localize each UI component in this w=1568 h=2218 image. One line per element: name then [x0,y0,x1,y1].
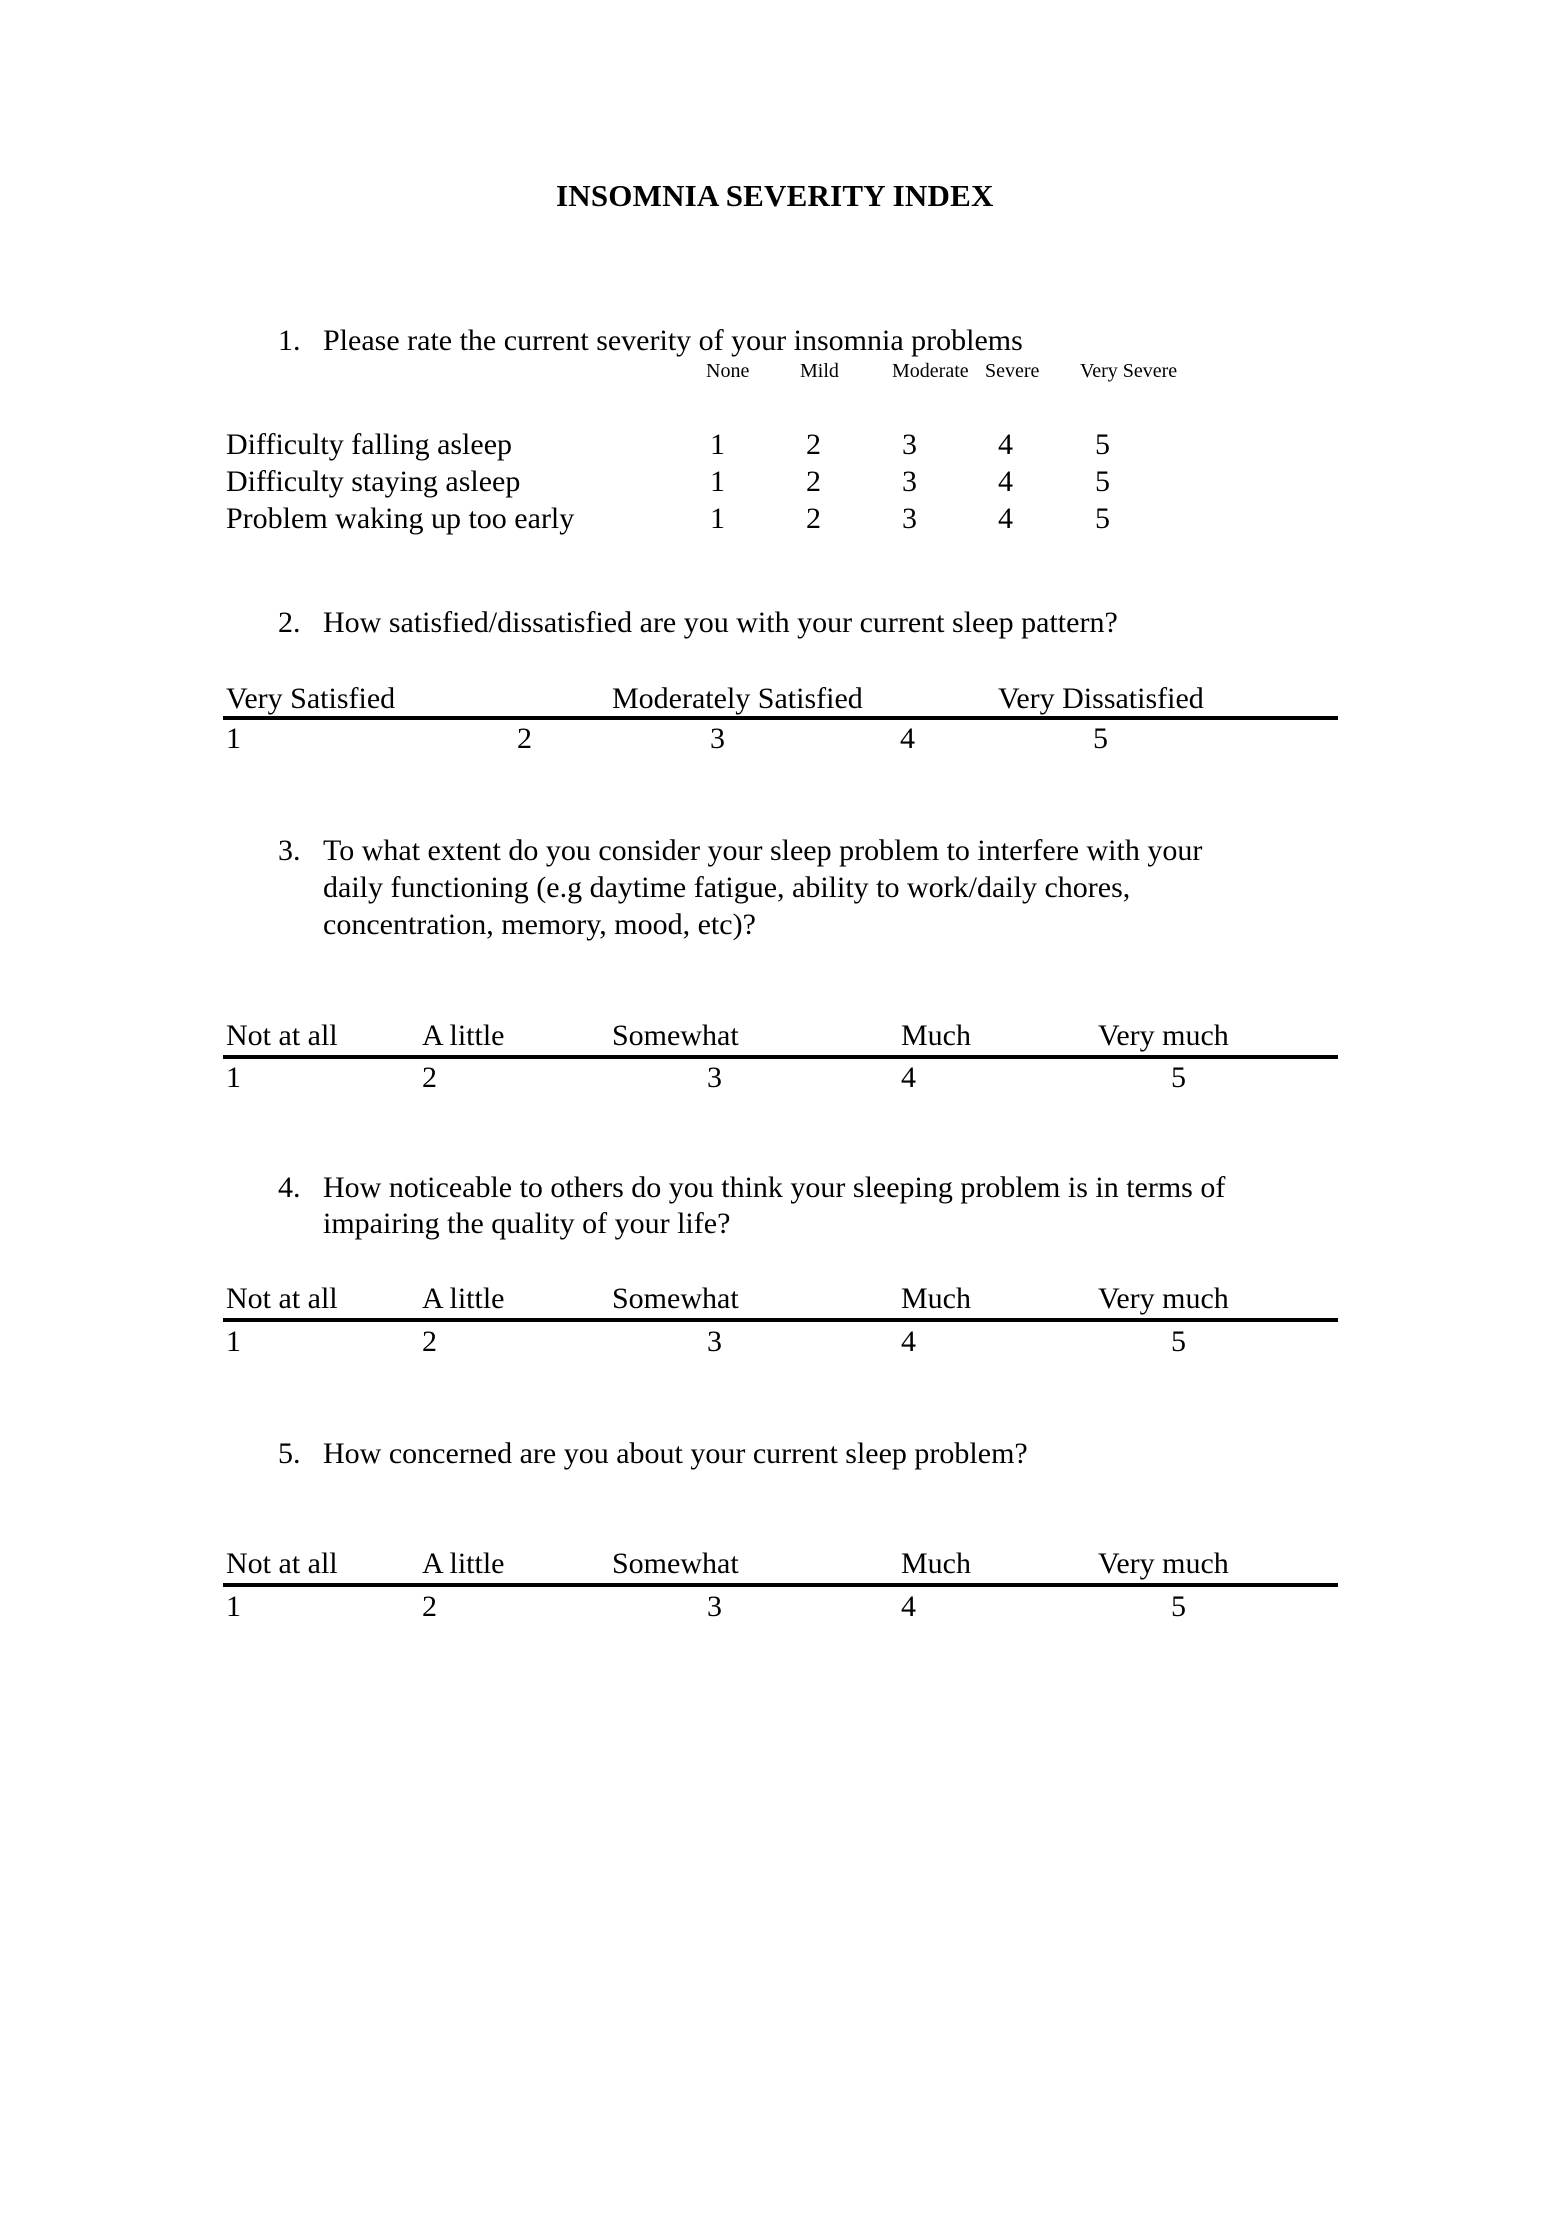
question-1-text: Please rate the current severity of your insomnia problems [323,324,1023,357]
anchor-not-at-all: Not at all [226,1282,338,1315]
scale-rule [223,1318,1338,1322]
rating-option-5[interactable]: 5 [1171,1325,1186,1358]
question-4-text-line-2: impairing the quality of your life? [323,1207,731,1240]
scale-rule [223,716,1338,720]
anchor-much: Much [901,1547,971,1580]
question-2-number: 2. [278,606,301,639]
rating-option-1[interactable]: 1 [710,428,725,461]
row-label: Problem waking up too early [226,502,575,535]
anchor-much: Much [901,1019,971,1052]
rating-option-1[interactable]: 1 [226,722,241,755]
anchor-a-little: A little [422,1282,505,1315]
scale-rule [223,1055,1338,1059]
rating-option-1[interactable]: 1 [226,1061,241,1094]
rating-option-3[interactable]: 3 [710,722,725,755]
scale-header-moderate: Moderate [892,360,969,382]
rating-option-1[interactable]: 1 [710,502,725,535]
anchor-very-satisfied: Very Satisfied [226,682,396,715]
anchor-a-little: A little [422,1019,505,1052]
question-1-number: 1. [278,324,301,357]
rating-option-4[interactable]: 4 [998,428,1013,461]
rating-option-4[interactable]: 4 [901,1590,916,1623]
rating-option-5[interactable]: 5 [1095,428,1110,461]
rating-option-5[interactable]: 5 [1171,1590,1186,1623]
anchor-moderately-satisfied: Moderately Satisfied [612,682,863,715]
rating-option-4[interactable]: 4 [998,465,1013,498]
anchor-very-much: Very much [1098,1019,1229,1052]
rating-option-5[interactable]: 5 [1095,465,1110,498]
anchor-very-much: Very much [1098,1547,1229,1580]
question-5-text: How concerned are you about your current sleep problem? [323,1437,1028,1470]
page-title: INSOMNIA SEVERITY INDEX [556,178,994,213]
rating-option-2[interactable]: 2 [422,1590,437,1623]
rating-option-1[interactable]: 1 [710,465,725,498]
rating-option-2[interactable]: 2 [422,1061,437,1094]
rating-option-2[interactable]: 2 [517,722,532,755]
row-label: Difficulty falling asleep [226,428,513,461]
row-label: Difficulty staying asleep [226,465,521,498]
rating-option-3[interactable]: 3 [707,1590,722,1623]
rating-option-4[interactable]: 4 [998,502,1013,535]
rating-option-5[interactable]: 5 [1095,502,1110,535]
rating-option-4[interactable]: 4 [901,1061,916,1094]
rating-option-3[interactable]: 3 [707,1325,722,1358]
anchor-not-at-all: Not at all [226,1547,338,1580]
rating-option-3[interactable]: 3 [902,502,917,535]
anchor-a-little: A little [422,1547,505,1580]
rating-option-3[interactable]: 3 [902,428,917,461]
anchor-very-much: Very much [1098,1282,1229,1315]
rating-option-1[interactable]: 1 [226,1325,241,1358]
question-3-text-line-1: To what extent do you consider your sleep problem to interfere with your [323,834,1203,867]
rating-option-3[interactable]: 3 [707,1061,722,1094]
anchor-somewhat: Somewhat [612,1019,739,1052]
anchor-very-dissatisfied: Very Dissatisfied [998,682,1204,715]
scale-header-very-severe: Very Severe [1080,360,1178,382]
anchor-much: Much [901,1282,971,1315]
question-5-number: 5. [278,1437,301,1470]
scale-rule [223,1583,1338,1587]
rating-option-4[interactable]: 4 [901,1325,916,1358]
rating-option-2[interactable]: 2 [806,428,821,461]
rating-option-5[interactable]: 5 [1171,1061,1186,1094]
rating-option-2[interactable]: 2 [806,502,821,535]
anchor-somewhat: Somewhat [612,1282,739,1315]
anchor-somewhat: Somewhat [612,1547,739,1580]
question-3-text-line-2: daily functioning (e.g daytime fatigue, ability to work/daily chores, [323,871,1131,904]
question-4-number: 4. [278,1171,301,1204]
rating-option-2[interactable]: 2 [806,465,821,498]
question-3-text-line-3: concentration, memory, mood, etc)? [323,908,756,941]
rating-option-4[interactable]: 4 [900,722,915,755]
rating-option-1[interactable]: 1 [226,1590,241,1623]
question-3-number: 3. [278,834,301,867]
rating-option-3[interactable]: 3 [902,465,917,498]
question-2-text: How satisfied/dissatisfied are you with your current sleep pattern? [323,606,1118,639]
scale-header-severe: Severe [985,360,1040,382]
scale-header-mild: Mild [800,360,839,382]
scale-header-none: None [706,360,750,382]
rating-option-2[interactable]: 2 [422,1325,437,1358]
rating-option-5[interactable]: 5 [1093,722,1108,755]
anchor-not-at-all: Not at all [226,1019,338,1052]
question-4-text-line-1: How noticeable to others do you think your sleeping problem is in terms of [323,1171,1226,1204]
